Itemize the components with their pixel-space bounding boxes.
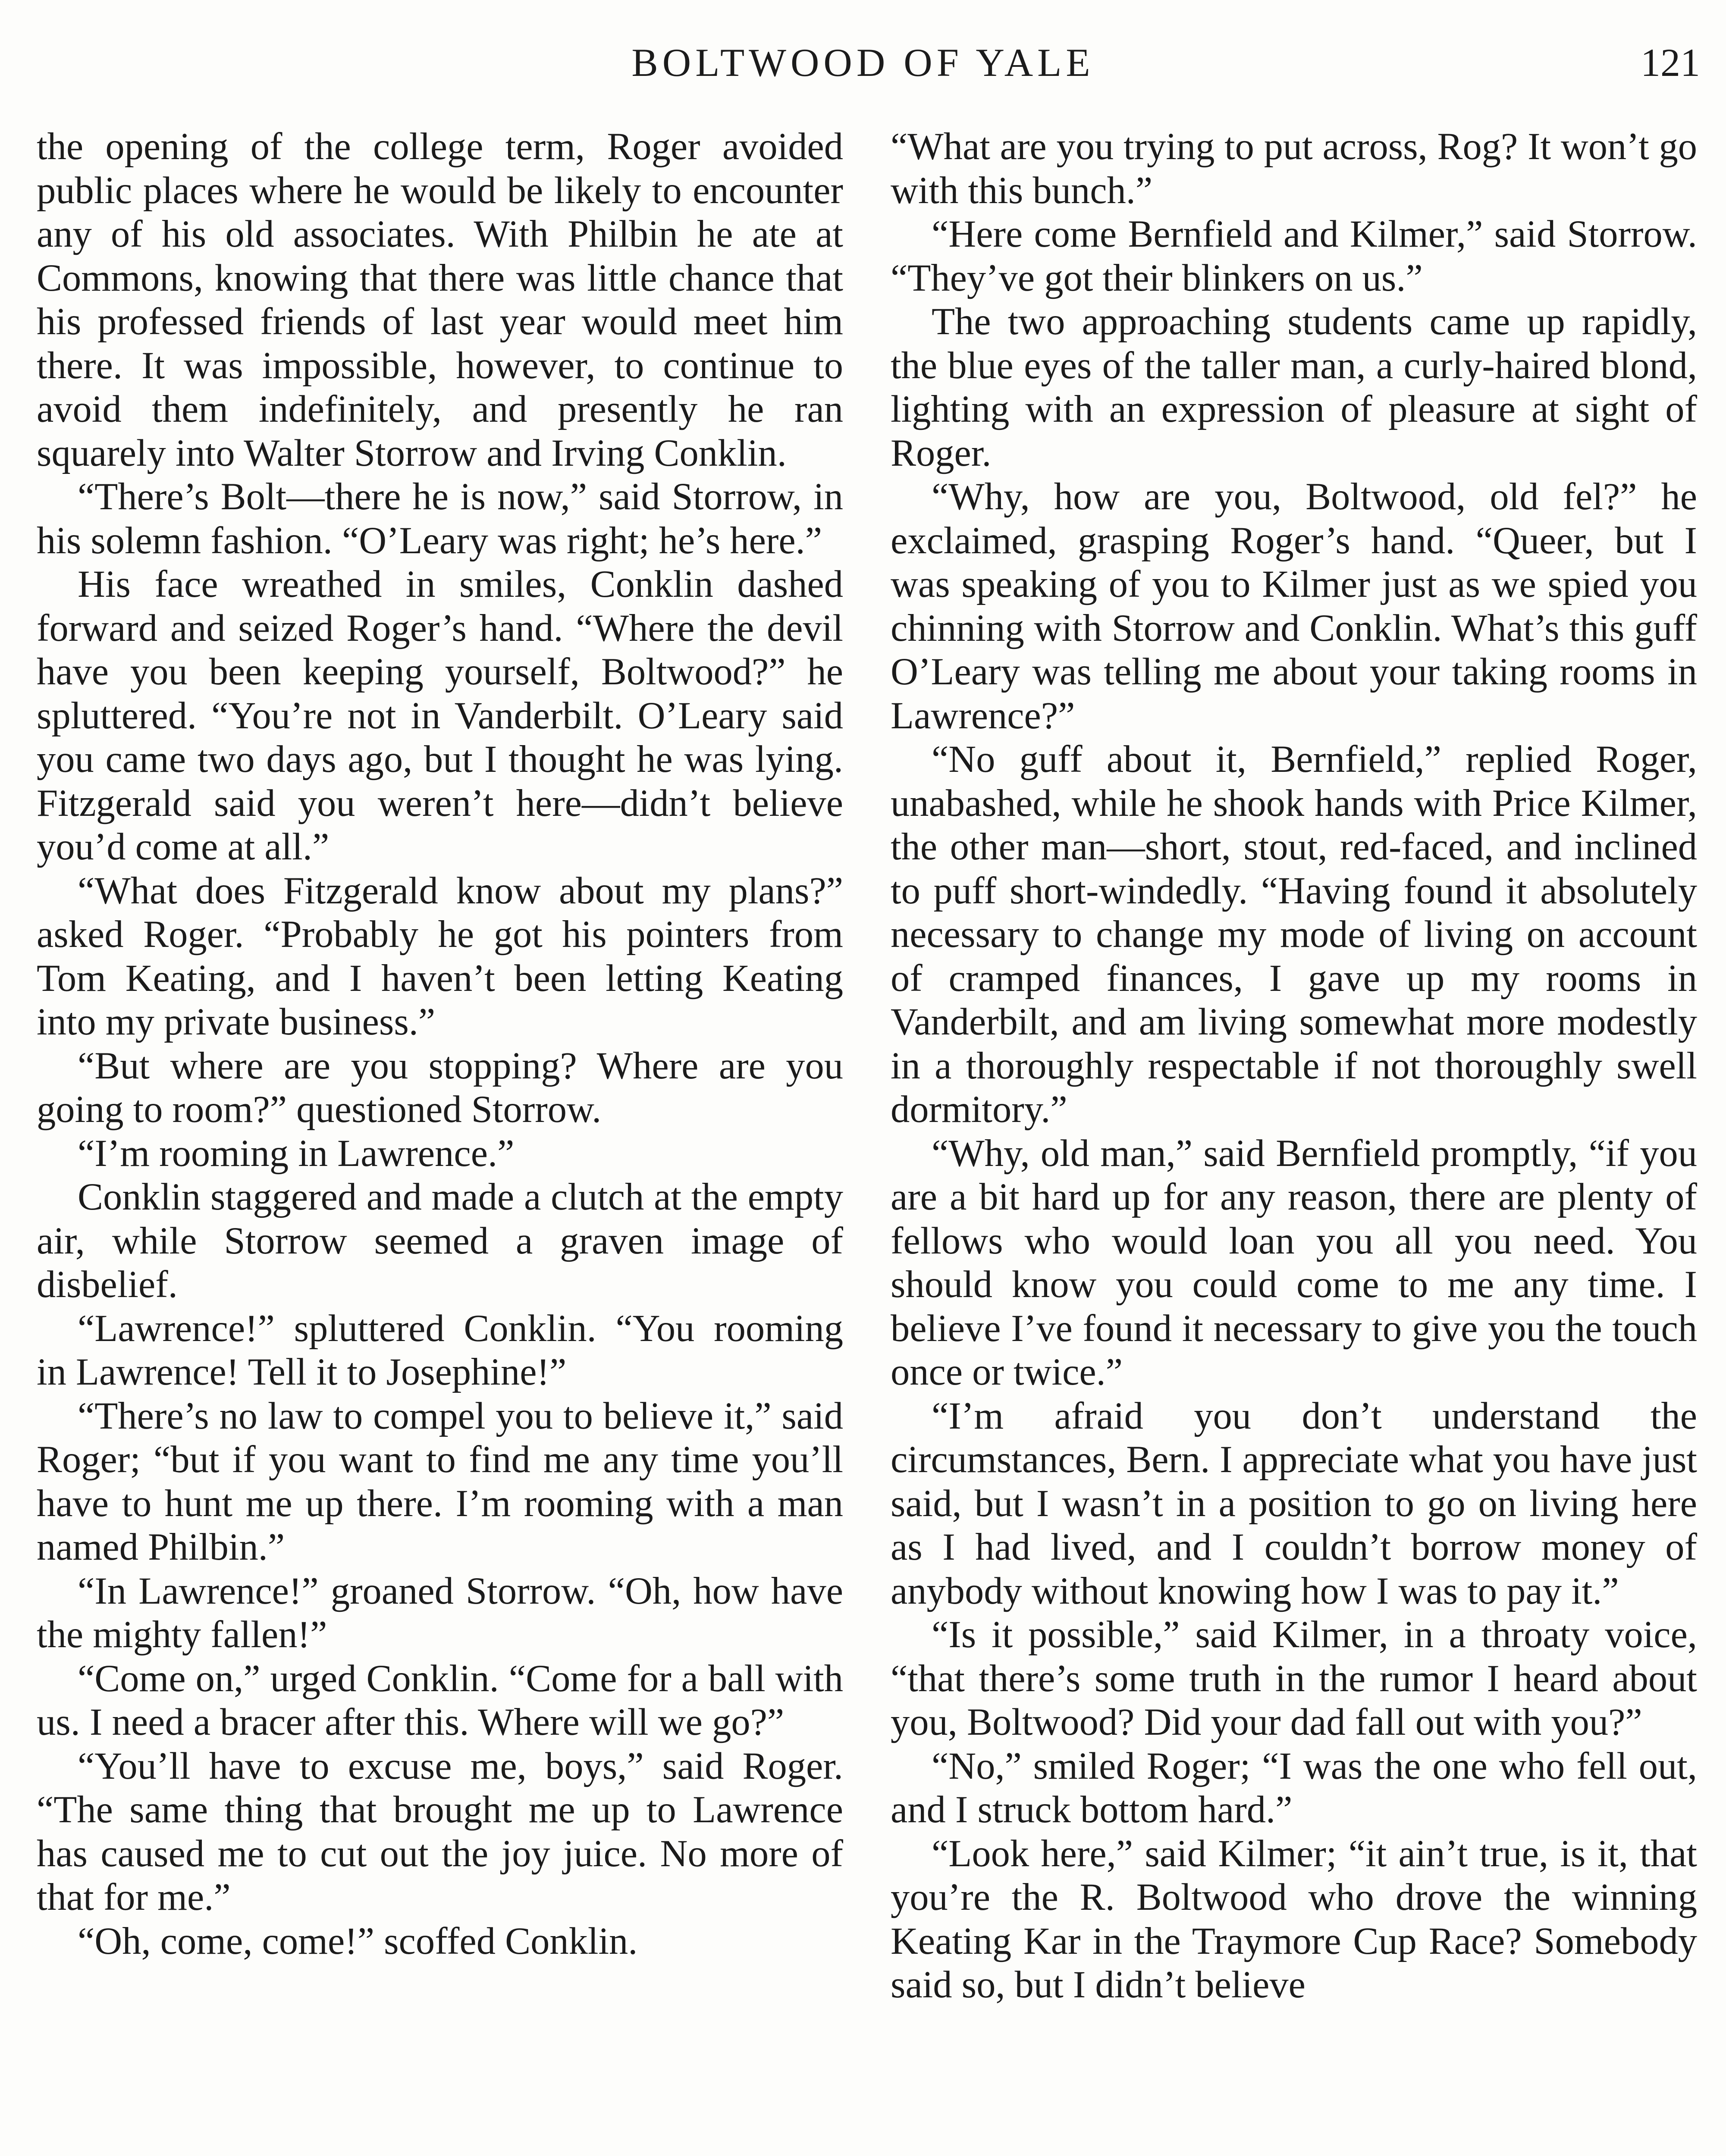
paragraph: “No,” smiled Roger; “I was the one who fell out, and I struck bottom hard.” — [891, 1745, 1697, 1831]
running-head — [26, 39, 1700, 86]
paragraph: “Lawrence!” spluttered Conklin. “You rooming in Lawrence! Tell it to Josephine!” — [37, 1307, 843, 1393]
page-number: 121 — [1641, 41, 1700, 85]
paragraph: His face wreathed in smiles, Conklin dashed forward and seized Roger’s hand. “Where the devil have you been keeping yourself, Boltwood?” he spluttered. “You’re not in Vanderbilt. O’Leary said you came two days ago, but I thought he was lying. Fitzgerald said you weren’t here—didn’t believe you’d come at all.” — [37, 563, 843, 868]
paragraph: “Look here,” said Kilmer; “it ain’t true, is it, that you’re the R. Boltwood who drove the winning Keating Kar in the Traymore Cup Race? Somebody said so, but I didn’t believe — [891, 1832, 1697, 2006]
paragraph: “What are you trying to put across, Rog? It won’t go with this bunch.” — [891, 125, 1697, 212]
paragraph: “You’ll have to excuse me, boys,” said Roger. “The same thing that brought me up to Lawrence has caused me to cut out the joy juice. No more of that for me.” — [37, 1745, 843, 1918]
paragraph: “There’s Bolt—there he is now,” said Storrow, in his solemn fashion. “O’Leary was right; he’s here.” — [37, 476, 843, 562]
paragraph: “No guff about it, Bernfield,” replied Roger, unabashed, while he shook hands with Price Kilmer, the other man—short, stout, red-faced, and inclined to puff short-windedly. “Having found it absolutely necessary to change my mode of living on account of cramped finances, I gave up my rooms in Vanderbilt, and am living somewhat more modestly in a thoroughly respectable if not thoroughly swell dormitory.” — [891, 738, 1697, 1131]
paragraph: “I’m afraid you don’t understand the circumstances, Bern. I appreciate what you have just said, but I wasn’t in a position to go on living here as I had lived, and I couldn’t borrow money of anybody without knowing how I was to pay it.” — [891, 1395, 1697, 1612]
paragraph: “But where are you stopping? Where are you going to room?” questioned Storrow. — [37, 1044, 843, 1131]
paragraph: “Oh, come, come!” scoffed Conklin. — [78, 1920, 638, 1962]
paragraph: “There’s no law to compel you to believe it,” said Roger; “but if you want to find me any time you’ll have to hunt me up there. I’m rooming with a man named Philbin.” — [37, 1395, 843, 1568]
paragraph: “In Lawrence!” groaned Storrow. “Oh, how have the mighty fallen!” — [37, 1570, 843, 1656]
paragraph: Conklin staggered and made a clutch at the empty air, while Storrow seemed a graven image of disbelief. — [37, 1176, 843, 1306]
paragraph: “What does Fitzgerald know about my plans?” asked Roger. “Probably he got his pointers from Tom Keating, and I haven’t been letting Keating into my private business.” — [37, 869, 843, 1043]
paragraph: “Here come Bernfield and Kilmer,” said Storrow. “They’ve got their blinkers on us.” — [891, 213, 1697, 299]
left-column — [37, 125, 843, 1963]
paragraph: “I’m rooming in Lawrence.” — [78, 1132, 515, 1175]
right-column — [891, 125, 1697, 2007]
paragraph: “Why, how are you, Boltwood, old fel?” he exclaimed, grasping Roger’s hand. “Queer, but I was speaking of you to Kilmer just as we spied you chinning with Storrow and Conklin. What’s this guff O’Leary was telling me about your taking rooms in Lawrence?” — [891, 476, 1697, 737]
paragraph: The two approaching students came up rapidly, the blue eyes of the taller man, a curly-haired blond, lighting with an expression of pleasure at sight of Roger. — [891, 301, 1697, 474]
running-title: BOLTWOOD OF YALE — [631, 41, 1095, 85]
paragraph: “Why, old man,” said Bernfield promptly, “if you are a bit hard up for any reason, there are plenty of fellows who would loan you all you need. You should know you could come to me any time. I believe I’ve found it necessary to give you the touch once or twice.” — [891, 1132, 1697, 1393]
paragraph: “Come on,” urged Conklin. “Come for a ball with us. I need a bracer after this. Where will we go?” — [37, 1657, 843, 1743]
paragraph: the opening of the college term, Roger avoided public places where he would be likely to encounter any of his old associates. With Philbin he ate at Commons, knowing that there was little chance that his professed friends of last year would meet him there. It was impossible, however, to continue to avoid them indefinitely, and presently he ran squarely into Walter Storrow and Irving Conklin. — [37, 125, 843, 474]
paragraph: “Is it possible,” said Kilmer, in a throaty voice, “that there’s some truth in the rumor I heard about you, Boltwood? Did your dad fall out with you?” — [891, 1614, 1697, 1743]
